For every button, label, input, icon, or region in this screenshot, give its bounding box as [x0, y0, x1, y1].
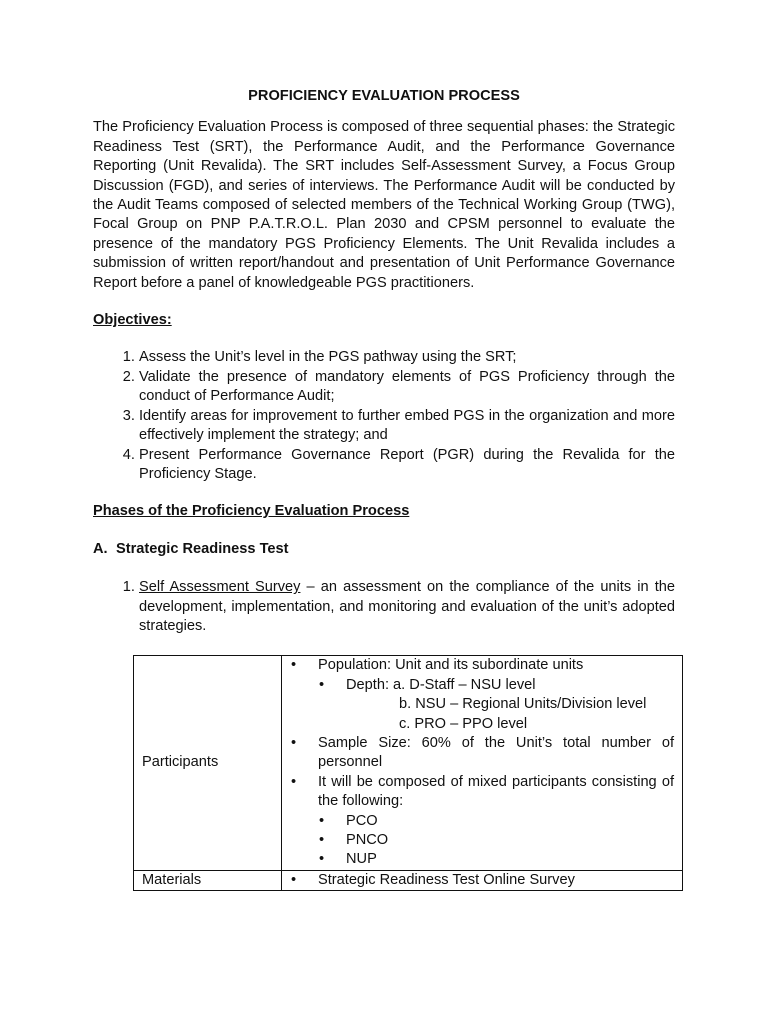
depth-list [318, 676, 674, 734]
table-value-cell [282, 870, 683, 890]
table-row [134, 870, 683, 890]
participants-list [290, 656, 674, 869]
depth-line: c. PRO – PPO level [399, 715, 528, 732]
objective-item: 1. Assess the Unit’s level in the PGS pathway using the SRT; [139, 348, 675, 367]
composition-text: It will be composed of mixed participants consisting of the following: [318, 773, 674, 810]
table-label-cell: Materials [134, 870, 282, 890]
step-term: Self Assessment Survey [139, 579, 301, 596]
depth-line: b. NSU – Regional Units/Division level [399, 696, 647, 713]
document-page [93, 87, 675, 891]
objective-item: 3. Identify areas for improvement to further embed PGS in the organization and more effectively implement the strategy; and [139, 407, 675, 446]
population-text: Population: Unit and its subordinate units [318, 657, 584, 674]
materials-item: • Strategic Readiness Test Online Survey [310, 871, 674, 890]
phases-heading: Phases of the Proficiency Evaluation Process [93, 503, 410, 520]
section-a-title: Strategic Readiness Test [116, 540, 289, 557]
section-a-heading [93, 540, 675, 559]
table-label-cell: Participants [134, 656, 282, 870]
objective-item: 4. Present Performance Governance Report (PGR) during the Revalida for the Proficiency Stage. [139, 446, 675, 485]
intro-paragraph: The Proficiency Evaluation Process is composed of three sequential phases: the Strategic Readiness Test (SRT), the Performance Audit, and the Performance Governance Reporting (Unit Revalida). The SRT includes Self-Assessment Survey, a Focus Group Discussion (FGD), and series of interviews. The Performance Audit will be conducted by the Audit Teams composed of selected members of the Technical Working Group (TWG), Focal Group on PNP P.A.T.R.O.L. Plan 2030 and CPSM personnel to evaluate the presence of the mandatory PGS Proficiency Elements. The Unit Revalida includes a submission of written report/handout and presentation of Unit Performance Governance Report before a panel of knowledgeable PGS practitioners. [93, 119, 675, 291]
srt-details-table [133, 655, 683, 891]
table-row [134, 656, 683, 870]
composition-item [310, 773, 674, 870]
step-description: – an assessment on the compliance of the units in the development, implementation, and monitoring and evaluation of the unit’s adopted strategies. [139, 579, 675, 634]
table-value-cell [282, 656, 683, 870]
depth-line: • Depth: a. D-Staff – NSU level [346, 676, 536, 693]
groups-list [318, 812, 674, 870]
group-item: • NUP [338, 850, 674, 869]
step-self-assessment [139, 578, 675, 636]
srt-steps-list [93, 578, 675, 636]
objective-item: 2. Validate the presence of mandatory elements of PGS Proficiency through the conduct of Performance Audit; [139, 368, 675, 407]
depth-item [338, 676, 674, 734]
group-item: • PCO [338, 812, 674, 831]
objectives-list [93, 348, 675, 484]
group-item: • PNCO [338, 831, 674, 850]
document-title: PROFICIENCY EVALUATION PROCESS [248, 88, 520, 104]
section-a-letter: A. [93, 540, 108, 557]
sample-size-item: • Sample Size: 60% of the Unit’s total number of personnel [310, 734, 674, 773]
population-item [310, 656, 674, 734]
materials-list [290, 871, 674, 890]
objectives-heading: Objectives: [93, 312, 172, 329]
